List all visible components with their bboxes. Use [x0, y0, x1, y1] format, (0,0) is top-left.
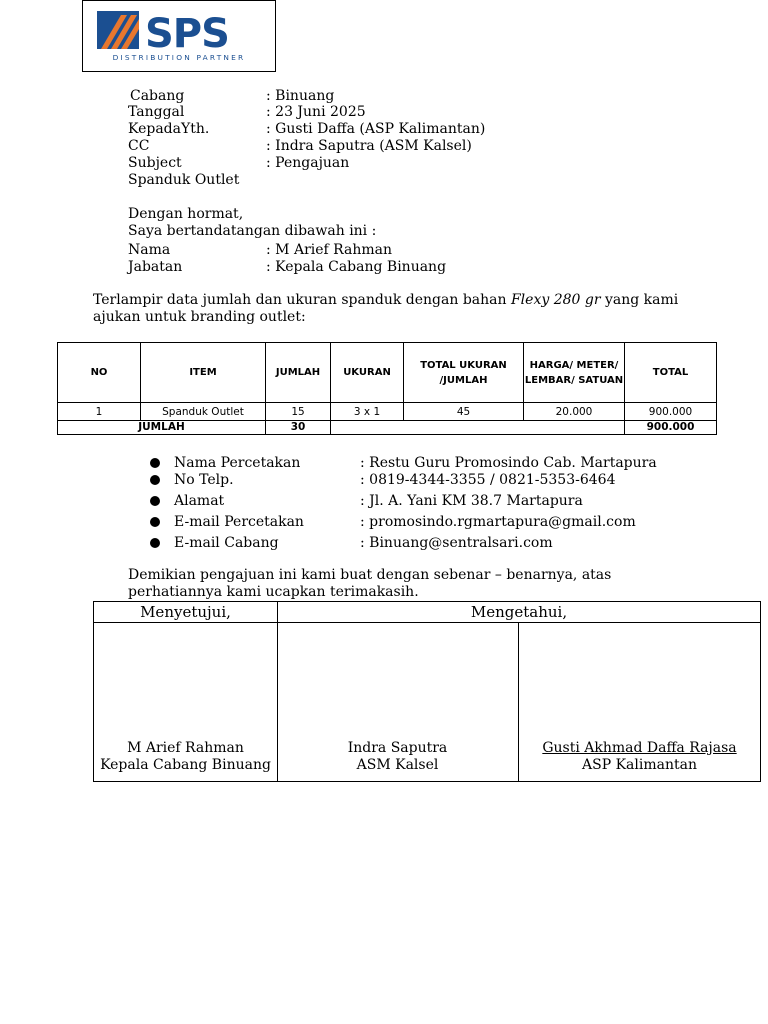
approver-name: M Arief Rahman — [127, 740, 244, 756]
divider — [94, 622, 760, 623]
cell-ukuran: 3 x 1 — [331, 403, 404, 421]
banner-table — [57, 342, 717, 435]
cell-no: 1 — [58, 403, 141, 421]
bullet-icon — [150, 455, 172, 471]
subject-continuation: Spanduk Outlet — [128, 172, 240, 188]
cell-harga: 20.000 — [524, 403, 625, 421]
signature-witness-2 — [518, 740, 761, 774]
field-value-subject: : Pengajuan — [266, 155, 350, 171]
field-value-cabang: : Binuang — [266, 88, 335, 104]
bullet-icon — [150, 493, 172, 509]
field-label-cc: CC — [128, 138, 150, 154]
cell-jumlah: 15 — [266, 403, 331, 421]
witness1-title: ASM Kalsel — [356, 757, 439, 773]
field-value-tanggal: : 23 Juni 2025 — [266, 104, 366, 120]
cell-item: Spanduk Outlet — [141, 403, 266, 421]
signer-value-jabatan: : Kepala Cabang Binuang — [266, 259, 447, 275]
witness1-name: Indra Saputra — [347, 740, 448, 756]
table-total-row — [58, 421, 717, 435]
signer-label-jabatan: Jabatan — [128, 259, 183, 275]
sps-logo-mark — [97, 11, 263, 55]
field-value-cc: : Indra Saputra (ASM Kalsel) — [266, 138, 472, 154]
signer-value-nama: : M Arief Rahman — [266, 242, 393, 258]
logo-tagline: DISTRIBUTION PARTNER — [112, 53, 246, 62]
col-header-jumlah: JUMLAH — [266, 343, 331, 403]
col-header-ukuran: UKURAN — [331, 343, 404, 403]
col-header-item: ITEM — [141, 343, 266, 403]
col-header-total: TOTAL — [625, 343, 717, 403]
bullet-icon — [150, 472, 172, 488]
table-header-row — [58, 343, 717, 403]
total-jumlah: 30 — [266, 421, 331, 435]
detail-label-email-cabang: E-mail Cabang — [174, 535, 279, 551]
detail-label-email-percetakan: E-mail Percetakan — [174, 514, 304, 530]
paragraph-text-before: Terlampir data jumlah dan ukuran spanduk dengan bahan — [93, 292, 511, 308]
col-header-no: NO — [58, 343, 141, 403]
signer-label-nama: Nama — [128, 242, 171, 258]
detail-label-alamat: Alamat — [174, 493, 225, 509]
closing-paragraph: Demikian pengajuan ini kami buat dengan sebenar – benarnya, atas perhatiannya kami ucapkan terimakasih. — [128, 567, 612, 600]
col-header-harga: HARGA/ METER/ LEMBAR/ SATUAN — [524, 343, 625, 403]
paragraph-material: Flexy 280 gr — [510, 292, 601, 308]
signature-table — [93, 601, 761, 782]
field-label-kepada: KepadaYth. — [128, 121, 210, 137]
col-header-total-ukuran: TOTAL UKURAN /JUMLAH — [404, 343, 524, 403]
signature-witness-1 — [277, 740, 518, 774]
field-label-subject: Subject — [128, 155, 182, 171]
witness2-title: ASP Kalimantan — [582, 757, 697, 773]
detail-label-telp: No Telp. — [174, 472, 234, 488]
field-label-tanggal: Tanggal — [128, 104, 185, 120]
intro-text: Saya bertandatangan dibawah ini : — [128, 223, 377, 239]
detail-value-email-cabang: : Binuang@sentralsari.com — [360, 535, 553, 551]
cell-total: 900.000 — [625, 403, 717, 421]
bullet-icon — [150, 514, 172, 530]
detail-label-percetakan: Nama Percetakan — [174, 455, 301, 471]
approve-header: Menyetujui, — [140, 603, 231, 621]
detail-value-alamat: : Jl. A. Yani KM 38.7 Martapura — [360, 493, 583, 509]
approver-title: Kepala Cabang Binuang — [100, 757, 271, 773]
total-empty-cell — [331, 421, 625, 435]
detail-value-telp: : 0819-4344-3355 / 0821-5353-6464 — [360, 472, 616, 488]
field-label-cabang: Cabang — [130, 88, 185, 104]
attachment-paragraph — [93, 292, 683, 326]
field-value-kepada: : Gusti Daffa (ASP Kalimantan) — [266, 121, 486, 137]
logo-text: SPS — [145, 11, 229, 55]
total-amount: 900.000 — [625, 421, 717, 435]
signature-approver — [94, 740, 277, 774]
total-label: JUMLAH — [58, 421, 266, 435]
paragraph-text-after: yang kami ajukan untuk branding outlet: — [93, 292, 679, 325]
table-row — [58, 403, 717, 421]
know-header: Mengetahui, — [470, 603, 568, 621]
detail-value-percetakan: : Restu Guru Promosindo Cab. Martapura — [360, 455, 657, 471]
witness2-name: Gusti Akhmad Daffa Rajasa — [542, 740, 737, 756]
company-logo — [82, 0, 276, 72]
greeting: Dengan hormat, — [128, 206, 244, 222]
cell-total-ukuran: 45 — [404, 403, 524, 421]
detail-value-email-percetakan: : promosindo.rgmartapura@gmail.com — [360, 514, 636, 530]
bullet-icon — [150, 535, 172, 551]
